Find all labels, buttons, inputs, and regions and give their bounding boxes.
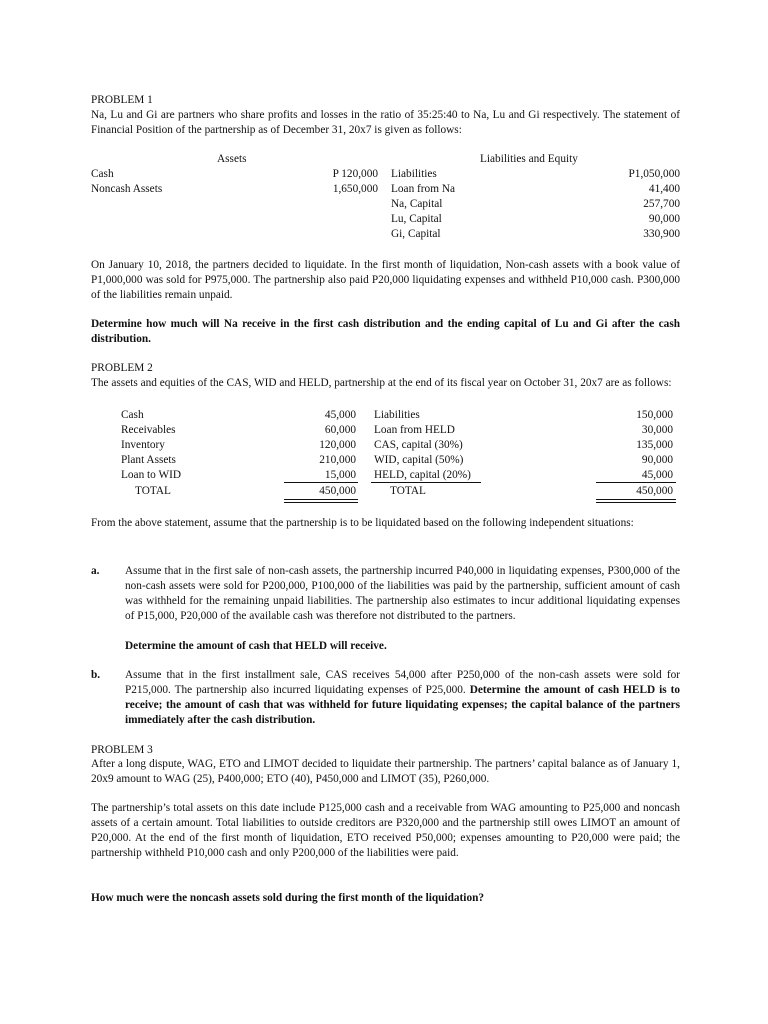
p2-situation-b-label: b. (91, 669, 101, 681)
p2-asset-label: Loan to WID (121, 469, 182, 481)
p1-asset-label: Noncash Assets (91, 183, 163, 195)
problem-3-narrative: The partnership’s total assets on this date include P125,000 cash and a receivable from WAG amounting to P25,000 and noncash assets of a certain amount. Total liabilities to outside creditors are P320,000 and the partnership still owes LIMOT an amount of P20,000. At the end of the first month of liquidation, ETO received P50,000; expenses amounting to P20,000 were paid; the partnership withheld P10,000 cash and only P200,000 of the liabilities were paid. (91, 802, 680, 859)
p1-liability-value: P1,050,000 (628, 168, 680, 180)
p2-asset-label: Plant Assets (121, 454, 176, 466)
p2-equities-double-rule (596, 499, 676, 503)
p2-equities-label-rule (371, 482, 481, 483)
p1-liability-label: Lu, Capital (391, 213, 442, 225)
p2-equity-label: Loan from HELD (374, 424, 455, 436)
problem-2-title: PROBLEM 2 (91, 362, 153, 374)
problem-1-narrative: On January 10, 2018, the partners decided to liquidate. In the first month of liquidation, Non-cash assets with a book value of P1,000,000 was sold for P975,000. The partnership also paid P20,000 liquidating expenses and withheld P10,000 cash. P300,000 of the liabilities remain unpaid. (91, 259, 680, 301)
problem-3-question: How much were the noncash assets sold during the first month of the liquidation? (91, 892, 485, 904)
p2-asset-label: Inventory (121, 439, 165, 451)
p2-assets-double-rule (284, 499, 358, 503)
problem-1-title: PROBLEM 1 (91, 94, 153, 106)
p2-equity-value: 90,000 (641, 454, 673, 466)
p2-situation-a-text: Assume that in the first sale of non-cash assets, the partnership incurred P40,000 in liquidating expenses, P300,000 of the non-cash assets were sold for P200,000, P100,000 of the liabilities was paid by the partnership, sufficient amount of cash was withheld for the remaining unpaid liabilities. The partnership also estimates to incur additional liquidating expenses of P15,000, P20,000 of the available cash was therefore not distributed to the partners. (125, 565, 680, 622)
p1-liability-label: Na, Capital (391, 198, 443, 210)
p2-equities-total-rule (596, 482, 676, 483)
p2-asset-value: 60,000 (324, 424, 356, 436)
p1-liability-label: Loan from Na (391, 183, 455, 195)
p2-asset-value: 45,000 (324, 409, 356, 421)
p2-equity-label: HELD, capital (20%) (374, 469, 471, 481)
p2-equities-total-label: TOTAL (390, 485, 426, 497)
p2-situation-a-question: Determine the amount of cash that HELD will receive. (125, 640, 387, 652)
p1-liability-value: 330,900 (643, 228, 680, 240)
p2-asset-value: 210,000 (319, 454, 356, 466)
problem-3-title: PROBLEM 3 (91, 744, 153, 756)
p2-asset-label: Cash (121, 409, 144, 421)
p1-liability-value: 90,000 (648, 213, 680, 225)
p1-liabilities-header: Liabilities and Equity (480, 153, 578, 165)
p2-equity-value: 45,000 (641, 469, 673, 481)
p2-equity-value: 30,000 (641, 424, 673, 436)
problem-3-intro: After a long dispute, WAG, ETO and LIMOT decided to liquidate their partnership. The partners’ capital balance as of January 1, 20x9 amount to WAG (25), P400,000; ETO (40), P450,000 and LIMOT (35), P260,000. (91, 758, 680, 785)
p1-asset-value: 1,650,000 (332, 183, 378, 195)
p2-situation-b-text (125, 668, 680, 728)
p1-asset-label: Cash (91, 168, 114, 180)
p2-situation-a-label: a. (91, 565, 100, 577)
p2-equity-label: WID, capital (50%) (374, 454, 464, 466)
p2-asset-value: 120,000 (319, 439, 356, 451)
p1-liability-value: 257,700 (643, 198, 680, 210)
p2-situation-b-body: Assume that in the first installment sale, CAS receives 54,000 after P250,000 of the non-cash assets were sold for P215,000. The partnership also incurred liquidating expenses of P25,000. (125, 669, 680, 696)
p2-equity-value: 135,000 (636, 439, 673, 451)
p2-asset-label: Receivables (121, 424, 176, 436)
p2-situation-b-question: Determine the amount of cash HELD is to receive; the amount of cash that was withheld for future liquidating expenses; the capital balance of the partners immediately after the cash distribution. (125, 684, 680, 726)
p2-assets-total-rule (284, 482, 358, 483)
p1-liability-label: Liabilities (391, 168, 437, 180)
problem-1-intro: Na, Lu and Gi are partners who share profits and losses in the ratio of 35:25:40 to Na, Lu and Gi respectively. The statement of Financial Position of the partnership as of December 31, 20x7 is given as follows: (91, 109, 680, 136)
p2-equity-label: Liabilities (374, 409, 420, 421)
p1-assets-header: Assets (217, 153, 247, 165)
problem-2-note: From the above statement, assume that the partnership is to be liquidated based on the following independent situations: (91, 517, 634, 529)
p1-liability-label: Gi, Capital (391, 228, 441, 240)
p2-assets-total-value: 450,000 (319, 485, 356, 497)
p1-liability-value: 41,400 (648, 183, 680, 195)
p1-asset-value: P 120,000 (332, 168, 378, 180)
problem-2-intro: The assets and equities of the CAS, WID and HELD, partnership at the end of its fiscal year on October 31, 20x7 are as follows: (91, 377, 672, 389)
p2-asset-value: 15,000 (324, 469, 356, 481)
p2-equities-total-value: 450,000 (636, 485, 673, 497)
p2-equity-label: CAS, capital (30%) (374, 439, 463, 451)
p2-equity-value: 150,000 (636, 409, 673, 421)
p2-assets-total-label: TOTAL (135, 485, 171, 497)
problem-1-question: Determine how much will Na receive in the first cash distribution and the ending capital of Lu and Gi after the cash distribution. (91, 318, 680, 345)
